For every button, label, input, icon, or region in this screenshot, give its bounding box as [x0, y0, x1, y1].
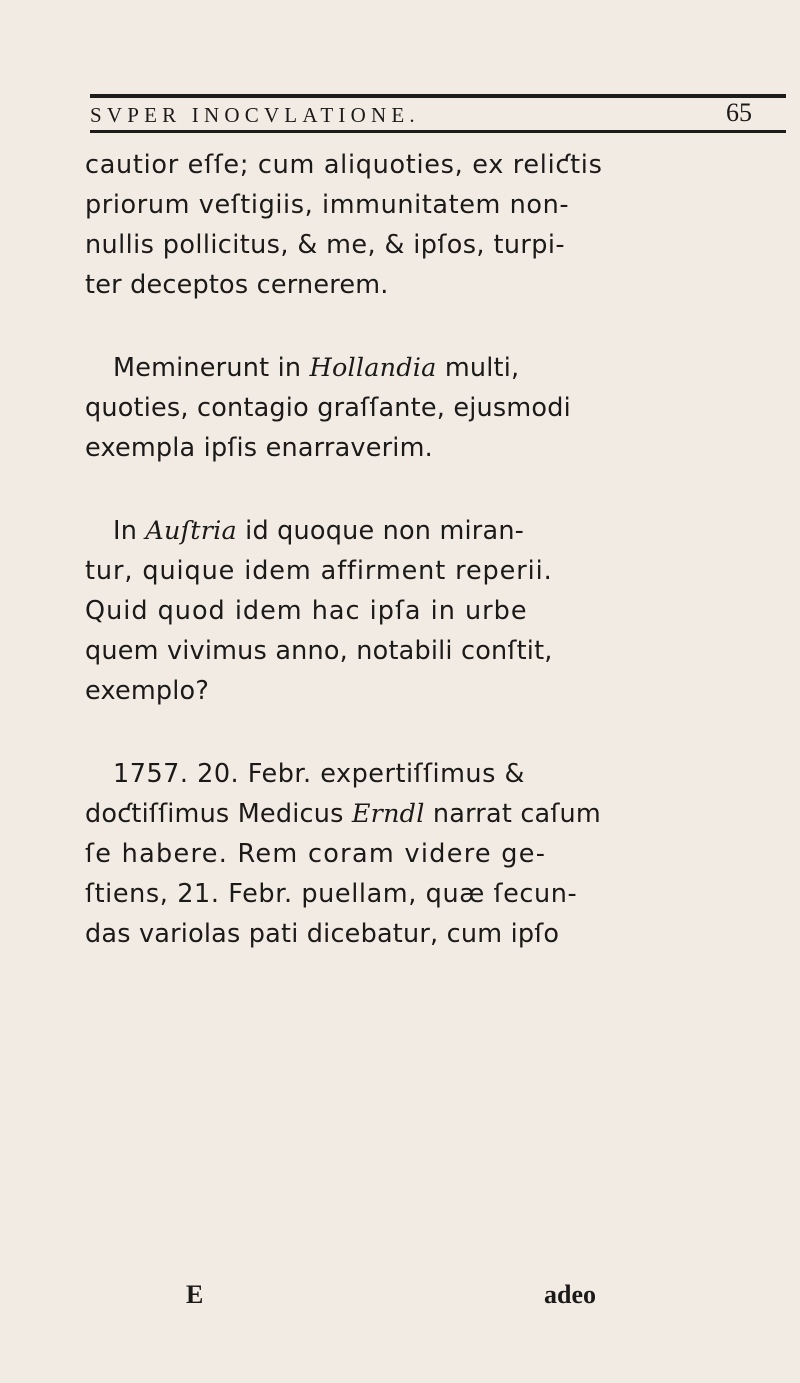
header-rule-top — [90, 94, 786, 98]
paragraph-2 — [85, 348, 785, 468]
text-line: doƈtiſſimus Medicus Erndl narrat caſum — [85, 799, 601, 829]
text-line: ſtiens, 21. Febr. puellam, quæ ſecun- — [85, 879, 578, 909]
text-line: quoties, contagio graſſante, ejusmodi — [85, 393, 571, 423]
text-line: 1757. 20. Febr. expertiſſimus & — [113, 759, 525, 789]
paragraph-1 — [85, 145, 785, 305]
text-line: exemplo? — [85, 676, 210, 706]
text-line: exempla ipſis enarraverim. — [85, 433, 433, 463]
page-body — [85, 145, 785, 954]
text-line: cautior eſſe; cum aliquoties, ex reliƈtis — [85, 150, 603, 180]
paragraph-4 — [85, 754, 785, 954]
text-line: priorum veſtigiis, immunitatem non- — [85, 190, 570, 220]
text-line: Quid quod idem hac ipſa in urbe — [85, 596, 528, 626]
place-name: Hollandia — [309, 353, 437, 383]
signature-mark: E — [186, 1280, 204, 1309]
text-line: In Auſtria id quoque non miran- — [113, 516, 525, 546]
text-line: quem vivimus anno, notabili conſtit, — [85, 636, 553, 666]
text-line: ter deceptos cernerem. — [85, 270, 389, 300]
text-line: das variolas pati dicebatur, cum ipſo — [85, 919, 560, 949]
place-name: Auſtria — [145, 516, 237, 546]
text-line: nullis pollicitus, & me, & ipſos, turpi- — [85, 230, 565, 260]
paragraph-3 — [85, 511, 785, 711]
text-line: tur, quique idem affirment reperii. — [85, 556, 553, 586]
running-head: SVPER INOCVLATIONE. — [90, 103, 420, 127]
person-name: Erndl — [351, 799, 425, 829]
page-number: 65 — [726, 98, 752, 127]
header-rule-bottom — [90, 130, 786, 133]
catchword: adeo — [544, 1280, 596, 1309]
page-header — [90, 100, 786, 130]
text-line: ſe habere. Rem coram videre ge- — [85, 839, 547, 869]
text-line: Meminerunt in Hollandia multi, — [113, 353, 520, 383]
